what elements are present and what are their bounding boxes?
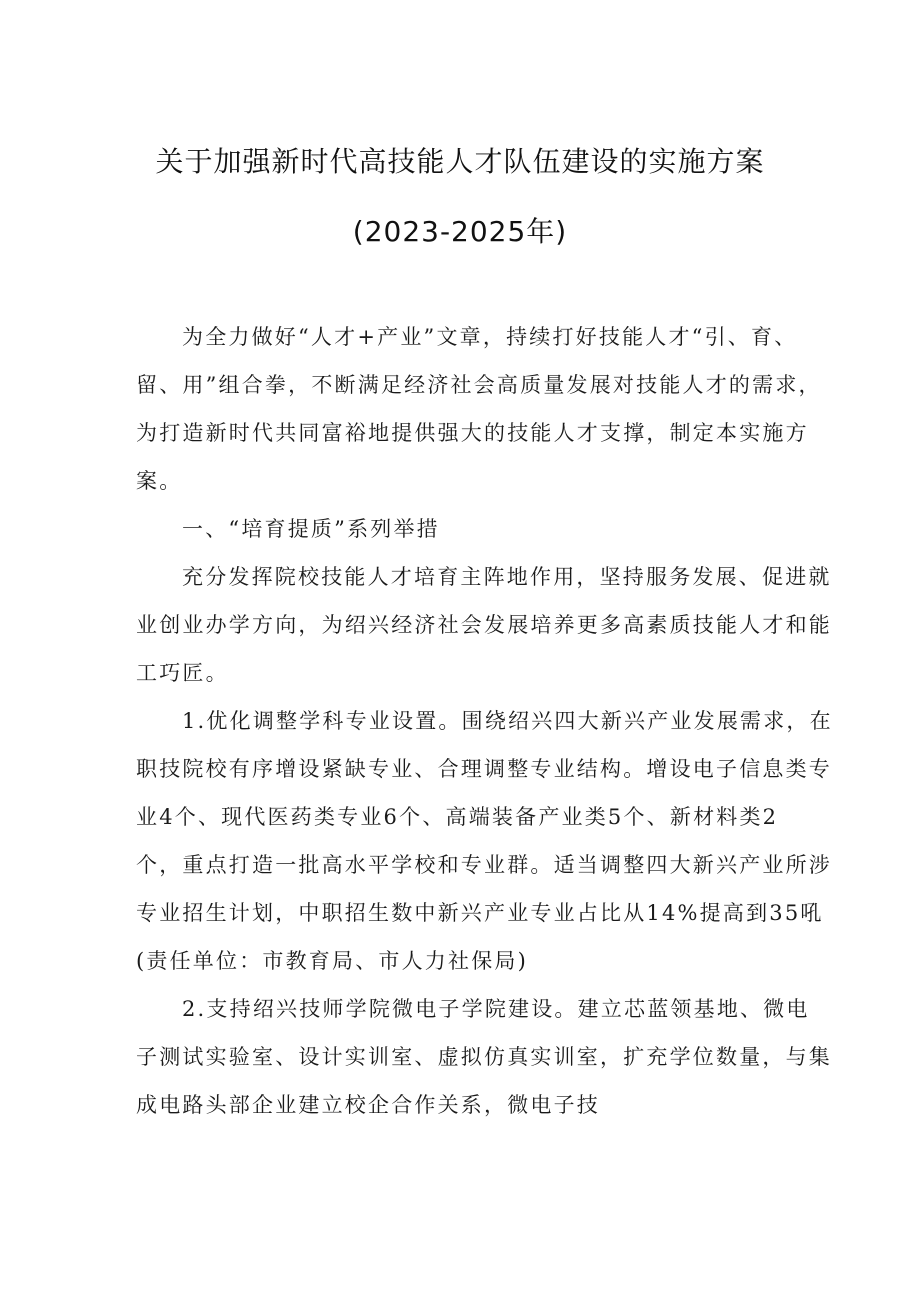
item2-line-2: 子测试实验室、设计实训室、虚拟仿真实训室，扩充学位数量，与集 [136,1045,832,1069]
intro-line-3: 为打造新时代共同富裕地提供强大的技能人才支撑，制定本实施方 [136,421,809,445]
section-heading: 一、“培育提质”系列举措 [182,517,440,541]
item1-line-4: 个，重点打造一批高水平学校和专业群。适当调整四大新兴产业所涉 [136,853,832,877]
item1-line-3: 业4个、现代医药类专业6个、高端装备产业类5个、新材料类2 [136,805,779,829]
section-line-1: 充分发挥院校技能人才培育主阵地作用，坚持服务发展、促进就 [182,565,832,589]
document-title: 关于加强新时代高技能人才队伍建设的实施方案 [155,145,765,178]
item1-line-2: 职技院校有序增设紧缺专业、合理调整专业结构。增设电子信息类专 [136,757,832,781]
intro-line-2: 留、用”组合拳，不断满足经济社会高质量发展对技能人才的需求， [136,373,822,397]
item2-line-1: 2.支持绍兴技师学院微电子学院建设。建立芯蓝领基地、微电 [182,997,810,1021]
section-line-2: 业创业办学方向，为绍兴经济社会发展培养更多高素质技能人才和能 [136,613,832,637]
item1-line-1: 1.优化调整学科专业设置。围绕绍兴四大新兴产业发展需求，在 [182,709,833,733]
item2-line-3: 成电路头部企业建立校企合作关系，微电子技 [136,1093,600,1117]
item1-line-6: (责任单位：市教育局、市人力社保局) [136,949,528,973]
intro-line-4: 案。 [136,469,183,493]
item1-line-5: 专业招生计划，中职招生数中新兴产业专业占比从14%提高到35吼 [136,901,824,925]
section-line-3: 工巧匠。 [136,661,229,685]
document-subtitle: (2023-2025年) [352,215,568,248]
intro-line-1: 为全力做好“人才+产业”文章，持续打好技能人才“引、育、 [182,325,798,349]
